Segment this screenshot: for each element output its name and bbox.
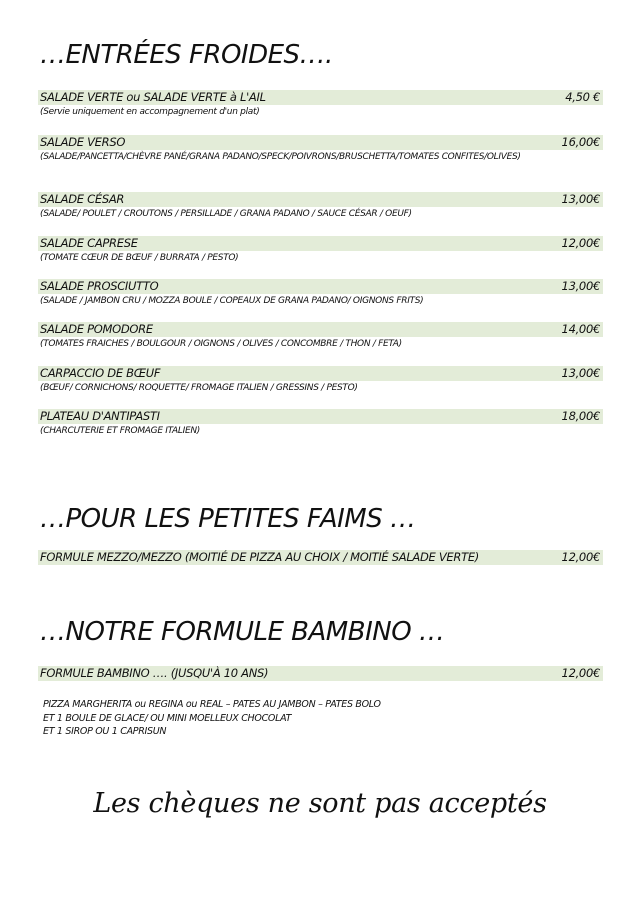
- menu-item-antipasti: [38, 409, 603, 437]
- item-description: (TOMATES FRAICHES / BOULGOUR / OIGNONS / OLIVES / CONCOMBRE / THON / FETA): [40, 339, 402, 349]
- item-description: (TOMATE CŒUR DE BŒUF / BURRATA / PESTO): [40, 253, 239, 263]
- item-name: SALADE CAPRESE: [40, 236, 138, 250]
- item-price: 4,50 €: [565, 90, 600, 104]
- item-name: SALADE CÉSAR: [40, 192, 125, 206]
- item-bar: [38, 666, 603, 681]
- item-description: (SALADE/ POULET / CROUTONS / PERSILLADE / GRANA PADANO / SAUCE CÉSAR / OEUF): [40, 209, 412, 219]
- item-bar: [38, 322, 603, 337]
- item-bar: [38, 135, 603, 150]
- item-name: SALADE POMODORE: [40, 322, 153, 336]
- item-description: (BŒUF/ CORNICHONS/ ROQUETTE/ FROMAGE ITALIEN / GRESSINS / PESTO): [40, 383, 358, 393]
- item-name: SALADE VERTE ou SALADE VERTE à L'AIL: [40, 90, 266, 104]
- menu-item-salade-cesar: [38, 192, 603, 220]
- item-bar: [38, 409, 603, 424]
- item-price: 16,00€: [561, 135, 600, 149]
- menu-item-salade-prosciutto: [38, 279, 603, 307]
- item-description: (SALADE / JAMBON CRU / MOZZA BOULE / COPEAUX DE GRANA PADANO/ OIGNONS FRITS): [40, 296, 424, 306]
- item-description: (SALADE/PANCETTA/CHÈVRE PANÉ/GRANA PADANO/SPECK/POIVRONS/BRUSCHETTA/TOMATES CONFITES/OLIVES): [40, 152, 521, 162]
- menu-item-salade-caprese: [38, 236, 603, 264]
- item-bar: [38, 366, 603, 381]
- item-description: (CHARCUTERIE ET FROMAGE ITALIEN): [40, 426, 200, 436]
- item-price: 12,00€: [561, 666, 600, 680]
- item-name: SALADE VERSO: [40, 135, 126, 149]
- item-name: FORMULE BAMBINO …. (JUSQU'À 10 ANS): [40, 666, 269, 680]
- item-price: 13,00€: [561, 192, 600, 206]
- menu-item-salade-pomodore: [38, 322, 603, 350]
- item-price: 13,00€: [561, 279, 600, 293]
- bambino-line: ET 1 BOULE DE GLACE/ OU MINI MOELLEUX CHOCOLAT: [43, 712, 292, 724]
- item-description: (Servie uniquement en accompagnement d'un plat): [40, 107, 260, 117]
- item-name: PLATEAU D'ANTIPASTI: [40, 409, 160, 423]
- bambino-description: [43, 698, 381, 739]
- section-title-entrees: …ENTRÉES FROIDES….: [40, 40, 333, 70]
- item-price: 12,00€: [561, 236, 600, 250]
- menu-item-formule-mezzo: [38, 550, 603, 565]
- item-price: 14,00€: [561, 322, 600, 336]
- menu-item-salade-verso: [38, 135, 603, 163]
- item-name: FORMULE MEZZO/MEZZO (MOITIÉ DE PIZZA AU CHOIX / MOITIÉ SALADE VERTE): [40, 550, 479, 564]
- item-bar: [38, 90, 603, 105]
- item-bar: [38, 192, 603, 207]
- item-name: CARPACCIO DE BŒUF: [40, 366, 161, 380]
- item-name: SALADE PROSCIUTTO: [40, 279, 159, 293]
- bambino-line: PIZZA MARGHERITA ou REGINA ou REAL – PATES AU JAMBON – PATES BOLO: [43, 699, 381, 710]
- item-bar: [38, 550, 603, 565]
- item-price: 18,00€: [561, 409, 600, 423]
- item-price: 12,00€: [561, 550, 600, 564]
- menu-item-formule-bambino: [38, 666, 603, 681]
- cheques-notice: Les chèques ne sont pas acceptés: [93, 788, 547, 819]
- item-bar: [38, 279, 603, 294]
- item-price: 13,00€: [561, 366, 600, 380]
- section-title-petites-faims: …POUR LES PETITES FAIMS …: [40, 504, 416, 534]
- menu-item-carpaccio: [38, 366, 603, 394]
- section-title-bambino: …NOTRE FORMULE BAMBINO …: [40, 617, 445, 647]
- bambino-line: ET 1 SIROP OU 1 CAPRISUN: [43, 726, 167, 737]
- menu-item-salade-verte: [38, 90, 603, 118]
- item-bar: [38, 236, 603, 251]
